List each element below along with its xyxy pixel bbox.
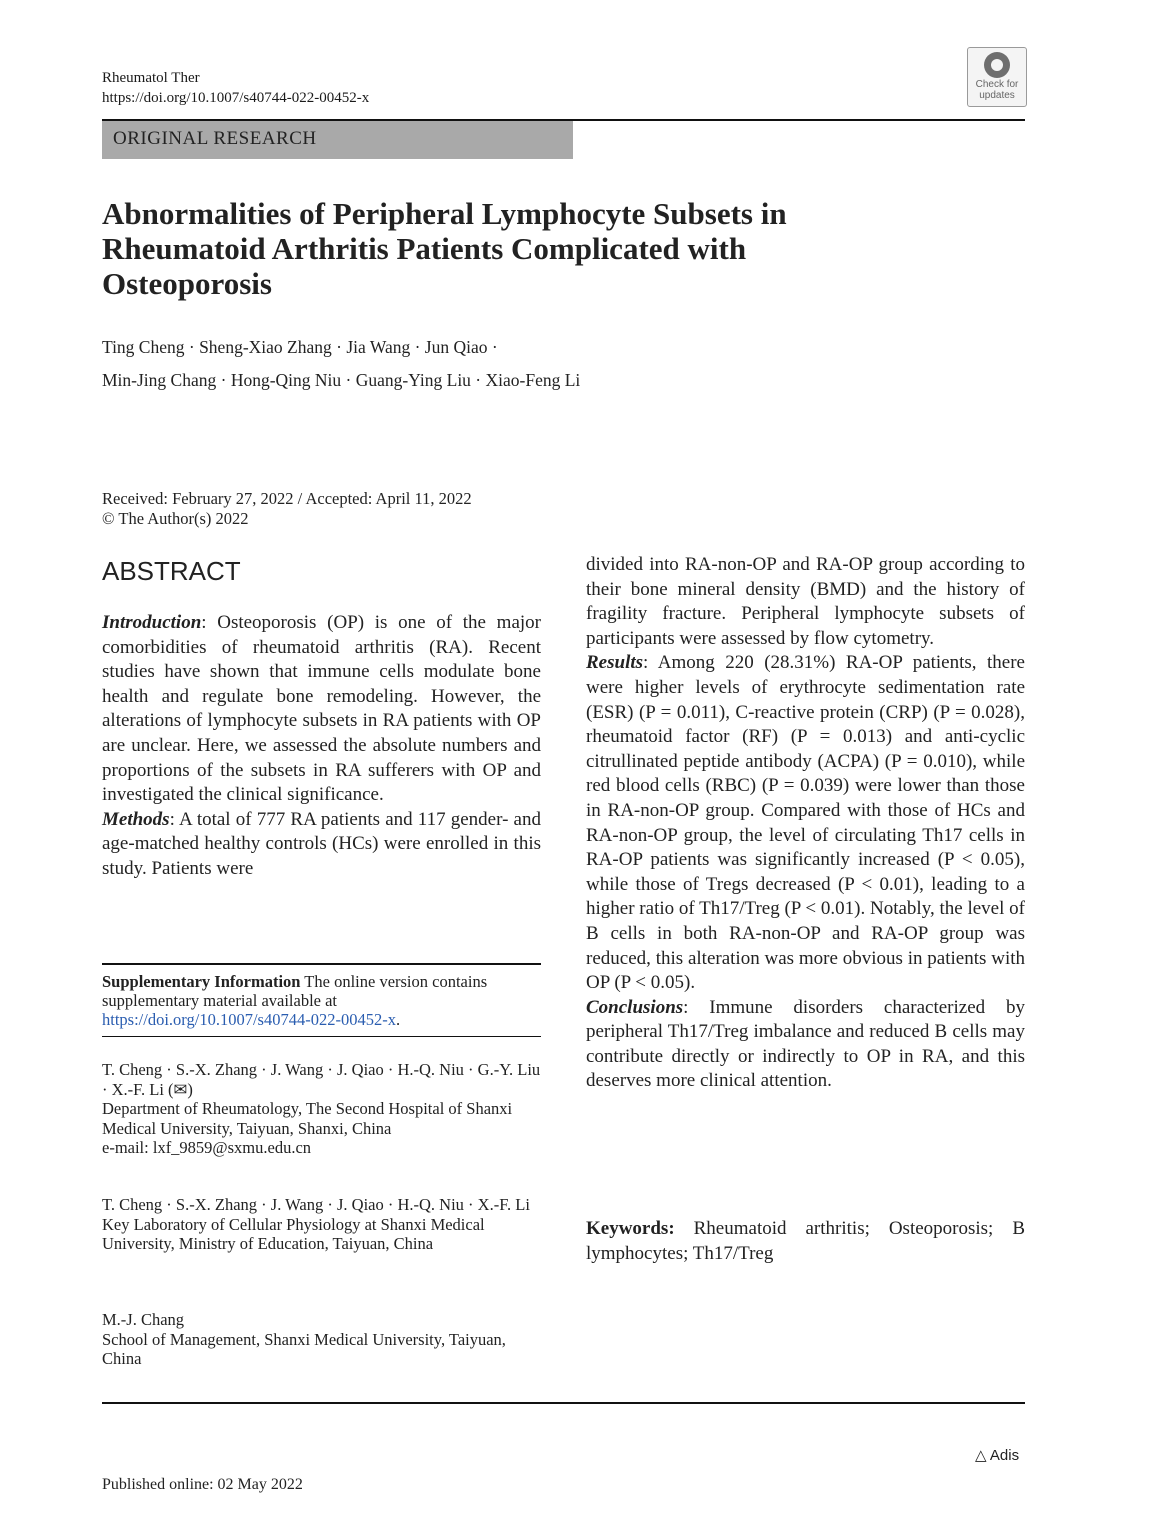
methods-label: Methods [102,808,170,830]
check-for-label: Check for [975,79,1019,90]
doi-link[interactable]: https://doi.org/10.1007/s40744-022-00452-x [102,90,370,106]
abstract-heading: ABSTRACT [102,556,241,586]
affiliation-2-names: T. Cheng · S.-X. Zhang · J. Wang · J. Qiao · H.-Q. Niu · X.-F. Li [102,1195,530,1214]
affiliation-3 [102,1310,542,1369]
abstract-left-column [102,611,541,882]
supplementary-end: . [395,1010,401,1029]
author-list [102,331,802,397]
keywords [586,1217,1025,1266]
affiliation-3-names: M.-J. Chang [102,1310,185,1329]
check-for-updates-badge[interactable] [967,47,1027,107]
supplementary-information [102,972,541,1029]
copyright: © The Author(s) 2022 [102,509,249,528]
results-label: Results [586,652,644,674]
results-paragraph [586,651,1025,995]
journal-header [102,68,369,108]
author-line-2: Min-Jing Chang · Hong-Qing Niu · Guang-Ying Liu · Xiao-Feng Li [102,370,581,390]
introduction-paragraph [102,611,541,808]
methods-text-left: : A total of 777 RA patients and 117 gender- and age-matched healthy controls (HCs) were enrolled in this study. Patients were [102,808,541,879]
received-accepted: Received: February 27, 2022 / Accepted: April 11, 2022 [102,489,472,508]
crossmark-icon [984,52,1010,78]
article-dates [102,489,472,529]
supplementary-bottom-rule [102,1036,541,1037]
methods-paragraph [102,808,541,882]
supplementary-label: Supplementary Information [102,972,301,991]
supplementary-link[interactable]: https://doi.org/10.1007/s40744-022-00452-x [102,1010,396,1029]
updates-label: updates [979,90,1015,101]
paper-title: Abnormalities of Peripheral Lymphocyte Subsets in Rheumatoid Arthritis Patients Complicated with Osteoporosis [102,196,787,301]
keywords-text: Rheumatoid arthritis; Osteoporosis; B lymphocytes; Th17/Treg [586,1218,1025,1264]
affiliation-2 [102,1195,542,1254]
affiliation-1-institution: Department of Rheumatology, The Second Hospital of Shanxi Medical University, Taiyuan, Shanxi, China [102,1099,513,1138]
introduction-label: Introduction [102,612,202,633]
publisher-name: Adis [989,1447,1020,1464]
supplementary-top-rule [102,963,541,965]
journal-name: Rheumatol Ther [102,70,200,86]
publisher-logo [975,1446,1019,1464]
conclusions-paragraph [586,996,1025,1094]
affiliation-3-institution: School of Management, Shanxi Medical University, Taiyuan, China [102,1329,506,1369]
author-line-1: Ting Cheng · Sheng-Xiao Zhang · Jia Wang · Jun Qiao · [102,337,498,357]
published-online: Published online: 02 May 2022 [102,1476,303,1493]
abstract-right-column [586,553,1025,1094]
adis-triangle-icon: △ [975,1447,987,1464]
affiliation-1-email[interactable]: e-mail: lxf_9859@sxmu.edu.cn [102,1138,312,1158]
keywords-label: Keywords: [586,1218,675,1239]
conclusions-label: Conclusions [586,996,684,1018]
footer-rule [102,1402,1025,1404]
affiliation-2-institution: Key Laboratory of Cellular Physiology at Shanxi Medical University, Ministry of Education, Taiyuan, China [102,1214,485,1254]
affiliation-1 [102,1060,542,1158]
affiliation-1-names: T. Cheng · S.-X. Zhang · J. Wang · J. Qiao · H.-Q. Niu · G.-Y. Liu · X.-F. Li (✉) [102,1060,541,1099]
supplementary-text: The online version contains supplementary material available at [102,972,488,1010]
conclusions-text: : Immune disorders characterized by peripheral Th17/Treg imbalance and reduced B cells may contribute directly or indirectly to OP in RA, and this deserves more clinical attention. [586,996,1025,1092]
results-text: : Among 220 (28.31%) RA-OP patients, there were higher levels of erythrocyte sedimentation rate (ESR) (P = 0.011), C-reactive protein (CRP) (P = 0.028), rheumatoid factor (RF) (P = 0.013) and anti-cyclic citrullinated peptide antibody (ACPA) (P = 0.010), while red blood cells (RBC) (P = 0.039) were lower than those in RA-non-OP group. Compared with those of HCs and RA-non-OP group, the level of circulating Th17 cells in RA-OP patients was significantly increased (P < 0.05), while those of Tregs decreased (P < 0.01), leading to a higher ratio of Th17/Treg (P < 0.01). Notably, the level of B cells in both RA-non-OP and RA-OP group was reduced, this alteration was more obvious in patients with OP (P < 0.05). [586,652,1025,994]
section-label: ORIGINAL RESEARCH [113,128,317,149]
methods-continued: divided into RA-non-OP and RA-OP group according to their bone mineral density (BMD) and the history of fragility fracture. Peripheral lymphocyte subsets of participants were assessed by flow cytometry. [586,554,1025,649]
introduction-text: : Osteoporosis (OP) is one of the major comorbidities of rheumatoid arthritis (RA). Recent studies have shown that immune cells modulate bone health and regulate bone remodeling. However, the alterations of lymphocyte subsets in RA patients with OP are unclear. Here, we assessed the absolute numbers and proportions of the subsets in RA sufferers with OP and investigated the clinical significance. [102,612,541,806]
